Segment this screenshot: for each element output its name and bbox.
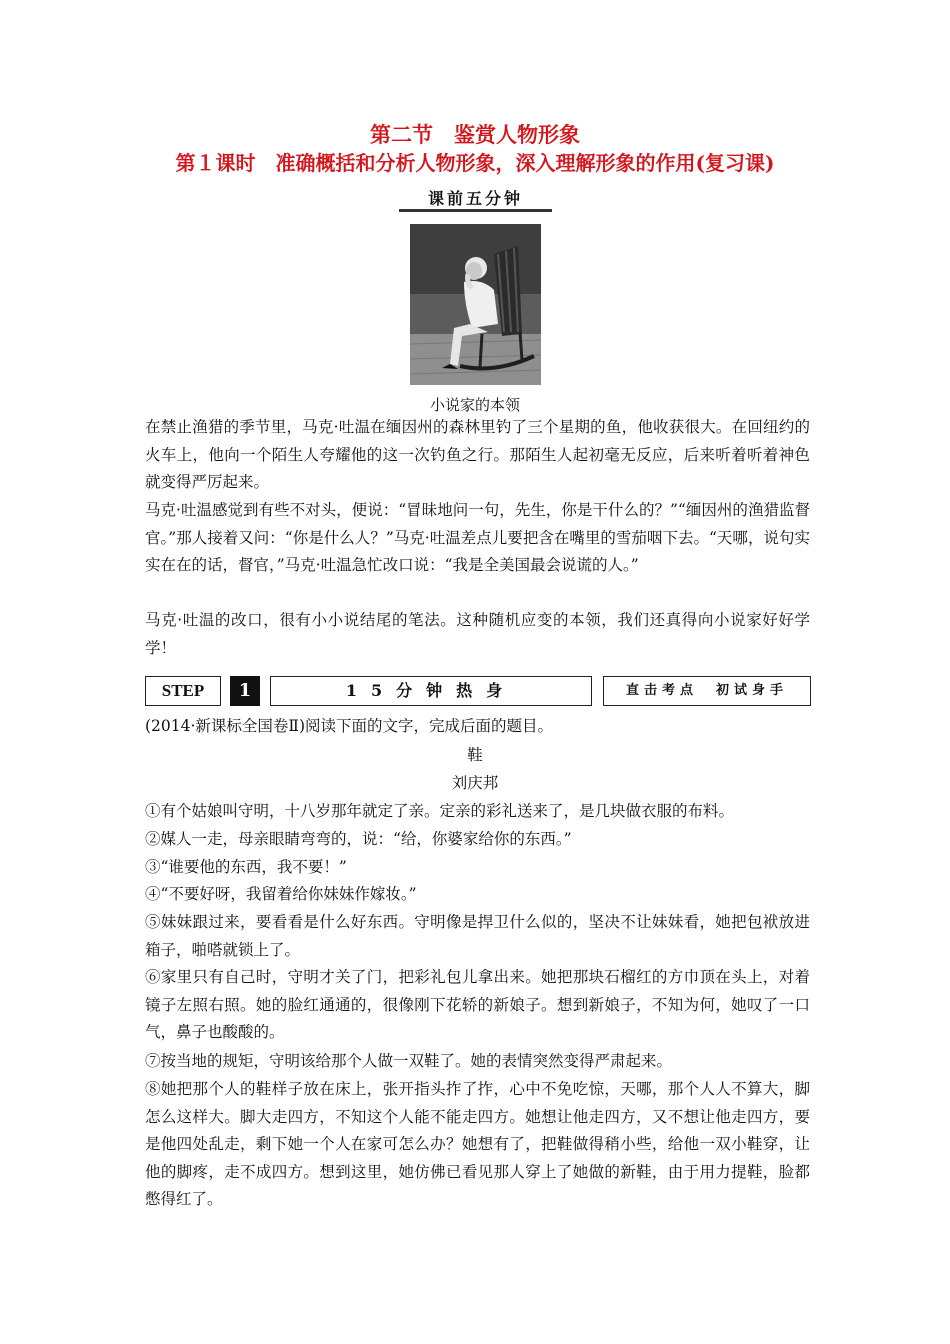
step-subtitle: 直击考点 初试身手 — [603, 676, 811, 706]
section-title: 第二节 鉴赏人物形象 — [370, 122, 580, 147]
photo-caption: 小说家的本领 — [429, 396, 520, 414]
intro-paragraph: 在禁止渔猎的季节里，马克·吐温在缅因州的森林里钓了三个星期的鱼，他收获很大。在回纽约的火车上，他向一个陌生人夸耀他的这一次钓鱼之行。那陌生人起初毫无反应，后来听着听着神色就变得严厉起来。 — [145, 418, 810, 491]
reading-source: (2014·新课标全国卷Ⅱ)阅读下面的文字，完成后面的题目。 — [145, 717, 554, 735]
lesson-title: 第１课时 准确概括和分析人物形象，深入理解形象的作用(复习课) — [175, 151, 775, 175]
step-label: STEP — [145, 676, 221, 706]
intro-paragraph: 马克·吐温感觉到有些不对头，便说：“冒昧地问一句，先生，你是干什么的？”“缅因州的渔猎监督官。”那人接着又问：“你是什么人？”马克·吐温差点儿要把含在嘴里的雪茄咽下去。“天哪，说句实实在在的话，督官，”马克·吐温急忙改口说：“我是全美国最会说谎的人。” — [145, 501, 810, 574]
story-paragraph: ③“谁要他的东西，我不要！” — [145, 858, 347, 876]
step-banner — [145, 676, 810, 706]
story-paragraph: ⑥家里只有自己时，守明才关了门，把彩礼包儿拿出来。她把那块石榴红的方巾顶在头上，对着镜子左照右照。她的脸红通通的，很像刚下花轿的新娘子。想到新娘子，不知为何，她叹了一口气，鼻子也酸酸的。 — [145, 968, 810, 1041]
story-title: 鞋 — [467, 746, 483, 764]
step-number: 1 — [230, 676, 260, 706]
section-tag-underline — [399, 209, 552, 212]
story-paragraph: ②媒人一走，母亲眼睛弯弯的，说：“给，你婆家给你的东西。” — [145, 830, 572, 848]
section-tag: 课前五分钟 — [427, 189, 523, 208]
story-paragraph: ⑦按当地的规矩，守明该给那个人做一双鞋了。她的表情突然变得严肃起来。 — [145, 1052, 673, 1070]
intro-paragraph: 马克·吐温的改口，很有小小说结尾的笔法。这种随机应变的本领，我们还真得向小说家好好学学！ — [145, 611, 810, 657]
story-paragraph: ①有个姑娘叫守明，十八岁那年就定了亲。定亲的彩礼送来了，是几块做衣服的布料。 — [145, 802, 735, 820]
story-paragraph: ⑤妹妹跟过来，要看看是什么好东西。守明像是捍卫什么似的，坚决不让妹妹看，她把包袱放进箱子，啪嗒就锁上了。 — [145, 913, 810, 959]
step-title: 15分钟热身 — [270, 676, 592, 706]
story-paragraph: ④“不要好呀，我留着给你妹妹作嫁妆。” — [145, 885, 417, 903]
rocking-chair-illustration — [410, 224, 541, 385]
story-author: 刘庆邦 — [451, 774, 499, 792]
story-paragraph: ⑧她把那个人的鞋样子放在床上，张开指头拃了拃，心中不免吃惊，天哪，那个人人不算大，脚怎么这样大。脚大走四方，不知这个人能不能走四方。她想让他走四方，又不想让他走四方，要是他四处乱走，剩下她一个人在家可怎么办？她想有了，把鞋做得稍小些，给他一双小鞋穿，让他的脚疼，走不成四方。想到这里，她仿佛已看见那人穿上了她做的新鞋，由于用力提鞋，脸都憋得红了。 — [145, 1080, 810, 1208]
mark-twain-photo — [410, 224, 541, 385]
